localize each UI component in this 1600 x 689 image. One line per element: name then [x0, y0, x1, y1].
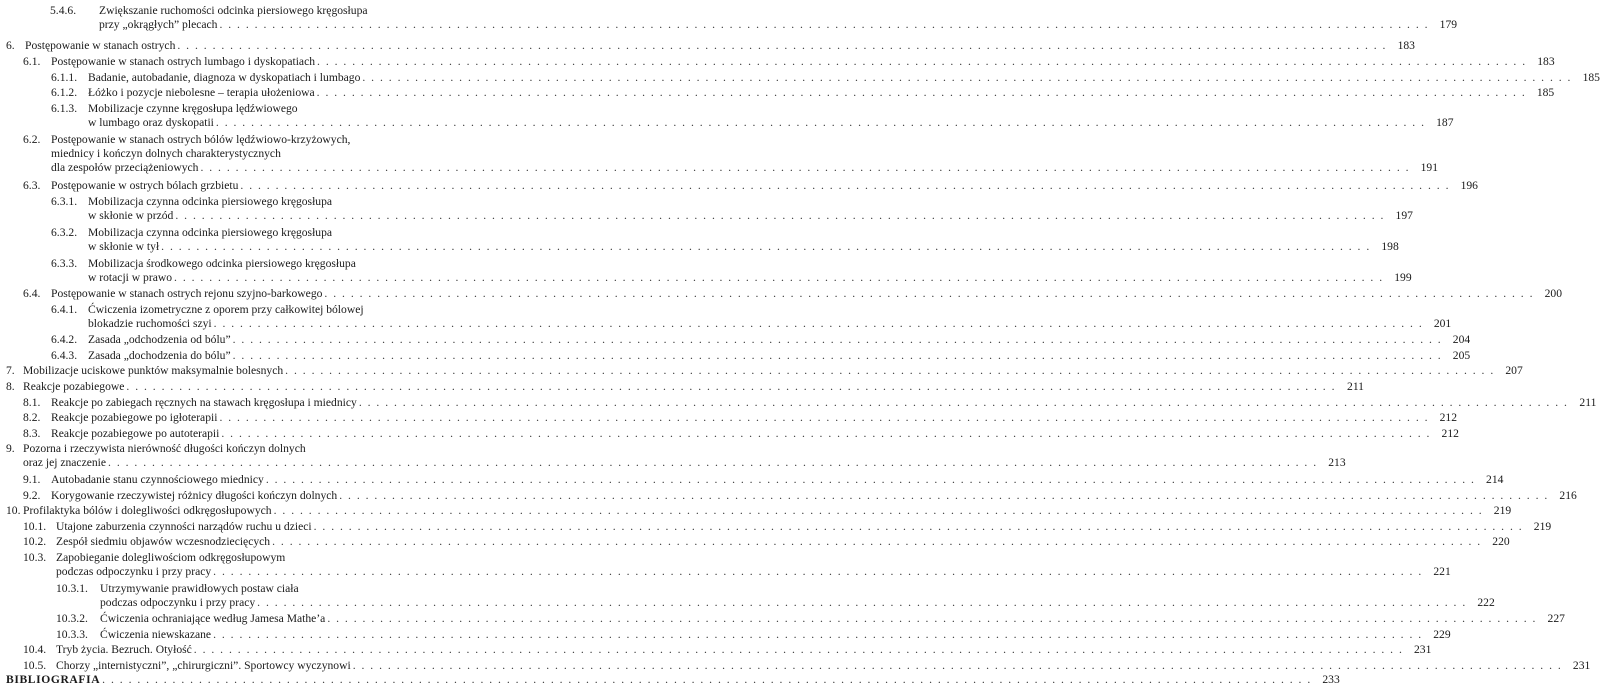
entry-title: Autobadanie stanu czynnościowego miednicy — [51, 473, 264, 486]
toc-entry — [6, 504, 1512, 518]
dot-leader — [274, 504, 1484, 518]
entry-number: 10. — [6, 504, 21, 517]
dot-leader — [359, 396, 1569, 410]
dot-leader — [200, 161, 1410, 175]
dot-leader — [327, 612, 1537, 626]
entry-title: Ćwiczenia ochraniające według Jamesa Mathe’a — [100, 612, 326, 625]
entry-title: Utajone zaburzenia czynności narządów ruchu u dzieci — [56, 520, 312, 533]
entry-title: Zasada „odchodzenia od bólu” — [88, 333, 231, 346]
entry-title: Reakcje pozabiegowe po autoterapii — [51, 427, 220, 440]
entry-number: 6.3.3. — [51, 257, 78, 270]
entry-title: Zapobieganie dolegliwościom odkręgosłupowym — [56, 551, 286, 564]
dot-leader — [219, 411, 1429, 425]
entry-number: 6.3.2. — [51, 226, 78, 239]
dot-leader — [353, 659, 1563, 673]
entry-title: Postępowanie w stanach ostrych lumbago i dyskopatiach — [51, 55, 316, 68]
page-number: 187 — [1436, 116, 1454, 129]
toc-entry — [6, 364, 1523, 378]
entry-title: Profilaktyka bólów i dolegliwości odkręgosłupowych — [23, 504, 272, 517]
dot-leader — [177, 39, 1387, 53]
dot-leader — [339, 489, 1549, 503]
dot-leader — [233, 349, 1443, 363]
dot-leader — [219, 18, 1429, 32]
entry-number: 8.1. — [23, 396, 41, 409]
entry-number: 8.2. — [23, 411, 41, 424]
toc-entry — [6, 39, 1415, 53]
entry-number: 6.3. — [23, 179, 41, 192]
toc-entry — [50, 4, 1458, 32]
dot-leader — [221, 427, 1431, 441]
entry-number: 8.3. — [23, 427, 41, 440]
entry-number: 6.4.2. — [51, 333, 78, 346]
dot-leader — [285, 364, 1495, 378]
toc-entry — [23, 427, 1459, 441]
entry-number: 10.3.3. — [56, 628, 88, 641]
entry-title: Ćwiczenia izometryczne z oporem przy całkowitej bólowej — [88, 303, 364, 316]
dot-leader — [214, 317, 1424, 331]
entry-number: 6.4.1. — [51, 303, 78, 316]
entry-title: Chorzy „internistyczni”, „chirurgiczni”. Sportowcy wyczynowi — [56, 659, 351, 672]
dot-leader — [213, 565, 1423, 579]
page-number: 227 — [1547, 612, 1565, 625]
toc-entry — [51, 102, 1454, 130]
page-number: 183 — [1537, 55, 1555, 68]
entry-title: Mobilizacje czynne kręgosłupa lędźwiowego — [88, 102, 298, 115]
entry-title: Tryb życia. Bezruch. Otyłość — [56, 643, 192, 656]
page-number: 233 — [1322, 673, 1340, 686]
toc-entry — [51, 303, 1452, 331]
entry-title-continuation: miednicy i kończyn dolnych charakterystycznych — [51, 147, 281, 160]
entry-number: 10.3.1. — [56, 582, 88, 595]
page-number: 179 — [1439, 18, 1458, 31]
toc-entry — [51, 349, 1471, 363]
toc-entry — [23, 55, 1555, 69]
dot-leader — [272, 535, 1482, 549]
entry-title-continuation: blokadzie ruchomości szyi — [88, 317, 212, 330]
entry-title: Reakcje pozabiegowe po igłoterapii — [51, 411, 218, 424]
entry-number: 6.2. — [23, 133, 41, 146]
page-number: 198 — [1381, 240, 1399, 253]
entry-number: 7. — [6, 364, 15, 377]
entry-number: 6.3.1. — [51, 195, 78, 208]
page-number: 197 — [1395, 209, 1413, 222]
toc-entry — [56, 582, 1495, 610]
page-number: 222 — [1477, 596, 1495, 609]
page-number: 212 — [1441, 427, 1459, 440]
entry-title: Zespół siedmiu objawów wczesnodziecięcych — [56, 535, 271, 548]
page-number: 185 — [1582, 71, 1600, 84]
dot-leader — [266, 473, 1476, 487]
page-number: 211 — [1347, 380, 1364, 393]
entry-title: Postępowanie w stanach ostrych — [25, 39, 176, 52]
dot-leader — [317, 55, 1527, 69]
entry-title-continuation: podczas odpoczynku i przy pracy — [56, 565, 212, 578]
page-number: 231 — [1413, 643, 1432, 656]
page-number: 220 — [1492, 535, 1510, 548]
entry-title-continuation: w skłonie w tył — [88, 240, 160, 253]
entry-title: Korygowanie rzeczywistej różnicy długości kończyn dolnych — [51, 489, 338, 502]
entry-number: 6.4. — [23, 287, 41, 300]
entry-title-continuation: oraz jej znaczenie — [23, 456, 107, 469]
entry-number: 6.1.2. — [51, 86, 78, 99]
page-number: 229 — [1433, 628, 1451, 641]
entry-title-continuation: w lumbago oraz dyskopatii — [88, 116, 214, 129]
entry-title: Postępowanie w stanach ostrych bólów lędźwiowo-krzyżowych, — [51, 133, 351, 146]
entry-title-continuation: w rotacji w prawo — [88, 271, 173, 284]
entry-title: BIBLIOGRAFIA — [6, 673, 101, 686]
entry-number: 10.5. — [23, 659, 47, 672]
page-number: 200 — [1544, 287, 1562, 300]
toc-entry — [51, 71, 1600, 85]
entry-number: 10.4. — [23, 643, 47, 656]
toc-entry — [23, 520, 1552, 534]
page-number: 196 — [1460, 179, 1478, 192]
toc-entry — [51, 333, 1471, 347]
page-number: 183 — [1397, 39, 1415, 52]
entry-title: Pozorna i rzeczywista nierówność długości kończyn dolnych — [23, 442, 306, 455]
dot-leader — [213, 628, 1423, 642]
dot-leader — [174, 271, 1384, 285]
entry-title: Badanie, autobadanie, diagnoza w dyskopatiach i lumbago — [88, 71, 361, 84]
entry-title: Utrzymywanie prawidłowych postaw ciała — [100, 582, 299, 595]
entry-title: Reakcje po zabiegach ręcznych na stawach kręgosłupa i miednicy — [51, 396, 357, 409]
entry-number: 5.4.6. — [50, 4, 77, 17]
dot-leader — [126, 380, 1336, 394]
entry-title-continuation: w skłonie w przód — [88, 209, 174, 222]
entry-number: 6. — [6, 39, 15, 52]
toc-entry — [51, 257, 1412, 285]
page-number: 204 — [1452, 333, 1471, 346]
dot-leader — [314, 520, 1524, 534]
entry-title: Mobilizacja środkowego odcinka piersiowego kręgosłupa — [88, 257, 356, 270]
entry-title: Mobilizacja czynna odcinka piersiowego kręgosłupa — [88, 195, 333, 208]
entry-title-continuation: podczas odpoczynku i przy pracy — [100, 596, 256, 609]
dot-leader — [194, 643, 1404, 657]
toc-entry — [51, 86, 1555, 100]
dot-leader — [175, 209, 1385, 223]
toc-entry — [23, 551, 1451, 579]
entry-number: 6.1. — [23, 55, 41, 68]
entry-number: 9. — [6, 442, 15, 455]
page-number: 201 — [1433, 317, 1452, 330]
entry-title: Postępowanie w stanach ostrych rejonu szyjno-barkowego — [51, 287, 323, 300]
page-number: 216 — [1559, 489, 1577, 502]
toc-entry — [6, 673, 1340, 687]
page-number: 191 — [1420, 161, 1439, 174]
entry-title: Reakcje pozabiegowe — [23, 380, 125, 393]
page-number: 199 — [1394, 271, 1412, 284]
toc-entry — [6, 442, 1346, 470]
page-number: 211 — [1579, 396, 1597, 409]
entry-title-continuation: dla zespołów przeciążeniowych — [51, 161, 199, 174]
toc-entry — [23, 473, 1504, 487]
entry-number: 10.1. — [23, 520, 47, 533]
entry-title: Postępowanie w ostrych bólach grzbietu — [51, 179, 239, 192]
page-number: 214 — [1486, 473, 1504, 486]
page-number: 213 — [1328, 456, 1346, 469]
toc-entry — [6, 380, 1364, 394]
toc-entry — [23, 179, 1478, 193]
toc-entry — [23, 287, 1562, 301]
dot-leader — [240, 179, 1450, 193]
entry-number: 10.3.2. — [56, 612, 88, 625]
entry-number: 10.3. — [23, 551, 47, 564]
toc-entry — [23, 643, 1432, 657]
toc-entry — [51, 195, 1413, 223]
entry-number: 9.2. — [23, 489, 41, 502]
toc-entry — [23, 535, 1510, 549]
page-number: 205 — [1452, 349, 1471, 362]
dot-leader — [324, 287, 1534, 301]
toc-entry — [23, 489, 1577, 503]
entry-title: Zasada „dochodzenia do bólu” — [88, 349, 231, 362]
entry-title: Łóżko i pozycje niebolesne – terapia ułożeniowa — [88, 86, 315, 99]
entry-number: 10.2. — [23, 535, 47, 548]
dot-leader — [257, 596, 1467, 610]
toc-entry — [23, 133, 1439, 175]
toc-entry — [23, 411, 1458, 425]
entry-number: 9.1. — [23, 473, 41, 486]
dot-leader — [216, 116, 1426, 130]
toc-entry — [23, 659, 1591, 673]
entry-title: Zwiększanie ruchomości odcinka piersiowego kręgosłupa — [99, 4, 368, 17]
toc-entry — [56, 628, 1451, 642]
entry-title: Mobilizacja czynna odcinka piersiowego kręgosłupa — [88, 226, 333, 239]
page-number: 219 — [1493, 504, 1512, 517]
toc-entry — [23, 396, 1597, 410]
page-number: 231 — [1572, 659, 1591, 672]
dot-leader — [108, 456, 1318, 470]
dot-leader — [233, 333, 1443, 347]
entry-number: 6.1.3. — [51, 102, 78, 115]
entry-number: 6.4.3. — [51, 349, 78, 362]
page-number: 212 — [1439, 411, 1458, 424]
dot-leader — [161, 240, 1371, 254]
entry-title: Mobilizacje uciskowe punktów maksymalnie bolesnych — [23, 364, 284, 377]
entry-title: Ćwiczenia niewskazane — [100, 628, 212, 641]
entry-number: 8. — [6, 380, 15, 393]
page-number: 221 — [1433, 565, 1451, 578]
entry-number: 6.1.1. — [51, 71, 78, 84]
entry-title-continuation: przy „okrągłych” plecach — [99, 18, 218, 31]
page-number: 185 — [1536, 86, 1555, 99]
dot-leader — [317, 86, 1527, 100]
toc-entry — [56, 612, 1565, 626]
dot-leader — [102, 673, 1312, 687]
toc-entry — [51, 226, 1399, 254]
dot-leader — [362, 71, 1572, 85]
page-number: 207 — [1505, 364, 1523, 377]
page-number: 219 — [1533, 520, 1552, 533]
